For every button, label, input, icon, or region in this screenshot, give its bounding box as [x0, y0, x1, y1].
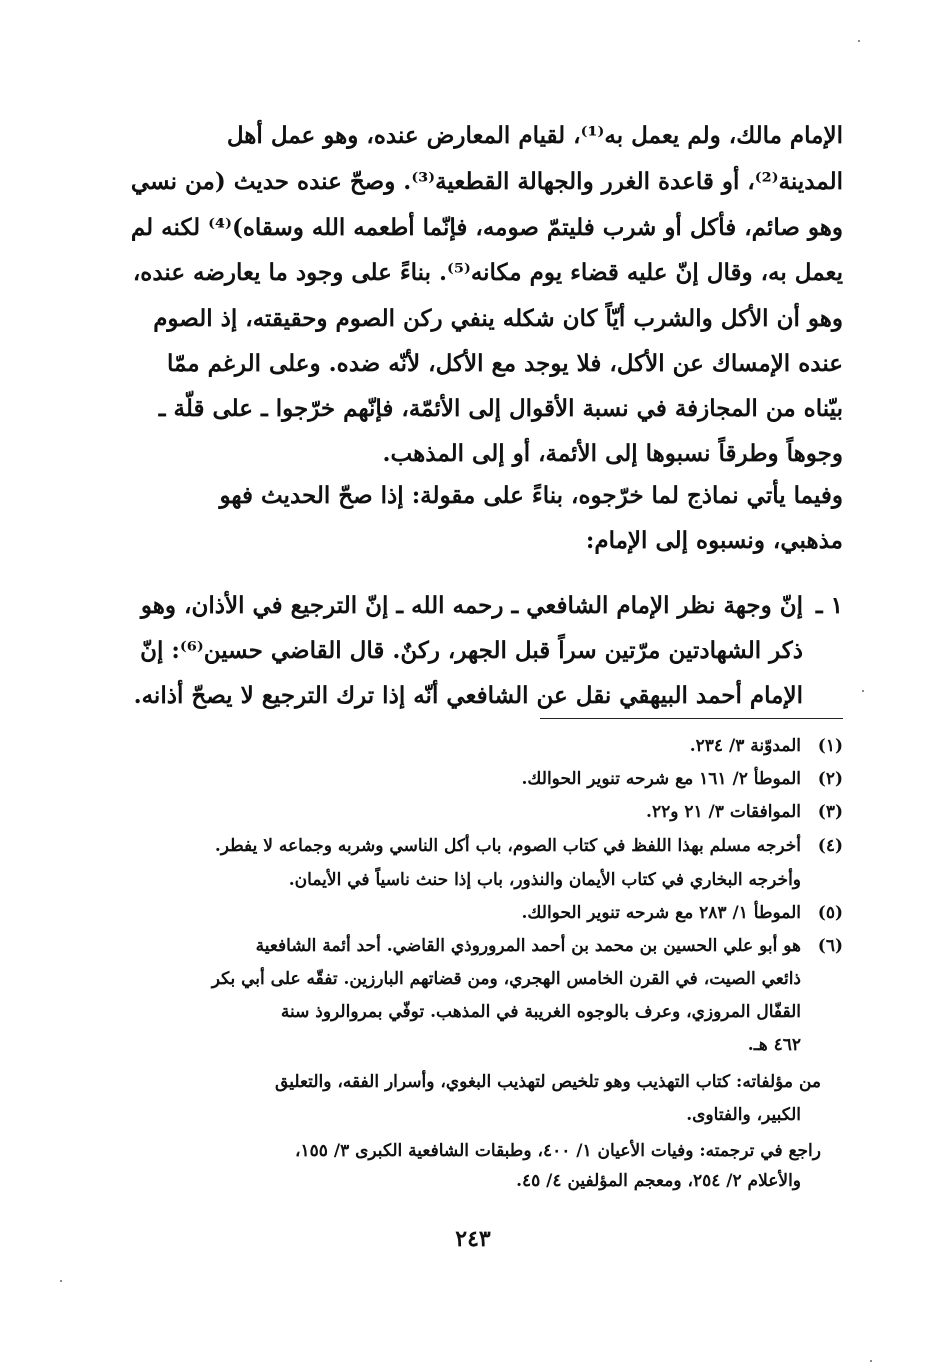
- footnote-number: (٤): [817, 836, 843, 856]
- scan-speck: [60, 1280, 62, 1282]
- intro-line: مذهبي، ونسبوه إلى الإمام:: [585, 527, 843, 554]
- main-paragraph: [120, 112, 843, 512]
- main-line: المدينة⁽²⁾، أو قاعدة الغرر والجهالة القطعية⁽³⁾. وصحّ عنده حديث (من نسي: [130, 168, 843, 195]
- footnote-line: المدوّنة ٣/ ٢٣٤.: [689, 736, 801, 756]
- main-line: وجوهاً وطرقاً نسبوها إلى الأئمة، أو إلى المذهب.: [382, 440, 843, 467]
- item-line: الإمام أحمد البيهقي نقل عن الشافعي أنّه إذا ترك الترجيع لا يصحّ أذانه.: [133, 682, 803, 709]
- main-line: عنده الإمساك عن الأكل، فلا يوجد مع الأكل، لأنّه ضده. وعلى الرغم ممّا: [166, 350, 843, 377]
- footnote-divider: [540, 718, 843, 719]
- footnote-number: (٢): [817, 769, 843, 789]
- footnote-line: أخرجه مسلم بهذا اللفظ في كتاب الصوم، باب أكل الناسي وشربه وجماعه لا يفطر.: [214, 836, 801, 856]
- footnote-number: (٦): [817, 936, 843, 956]
- footnote-line: راجع في ترجمته: وفيات الأعيان ١/ ٤٠٠، وطبقات الشافعية الكبرى ٣/ ١٥٥،: [295, 1141, 821, 1161]
- numbered-item-1: [120, 582, 843, 727]
- footnote-line: الموافقات ٣/ ٢١ و٢٢.: [646, 802, 801, 822]
- footnote-line: والأعلام ٢/ ٢٥٤، ومعجم المؤلفين ٤/ ٤٥.: [516, 1171, 801, 1191]
- scan-speck: [862, 690, 864, 692]
- footnote-line: هو أبو علي الحسين بن محمد بن أحمد المروروذي القاضي. أحد أئمة الشافعية: [255, 936, 801, 956]
- main-line: بيّناه من المجازفة في نسبة الأقوال إلى الأئمّة، فإنّهم خرّجوا ـ على قلّة ـ: [158, 395, 843, 422]
- footnote-number: (٥): [817, 903, 843, 923]
- main-line: يعمل به، وقال إنّ عليه قضاء يوم مكانه⁽⁵⁾. بناءً على وجود ما يعارضه عنده،: [132, 259, 843, 286]
- intro-line: وفيما يأتي نماذج لما خرّجوه، بناءً على مقولة: إذا صحّ الحديث فهو: [219, 482, 843, 509]
- footnote-line: ذائعي الصيت، في القرن الخامس الهجري، ومن قضاتهم البارزين. تفقّه على أبي بكر: [211, 969, 801, 989]
- footnote-line: من مؤلفاته: كتاب التهذيب وهو تلخيص لتهذيب البغوي، وأسرار الفقه، والتعليق: [275, 1072, 821, 1092]
- item-number: ١ ـ: [815, 592, 843, 619]
- intro-paragraph: [120, 472, 843, 572]
- page-number: ٢٤٣: [455, 1226, 491, 1252]
- footnote-line: الموطأ ١/ ٢٨٣ مع شرحه تنوير الحوالك.: [521, 903, 801, 923]
- footnote-number: (٣): [817, 802, 843, 822]
- footnote-line: القفّال المروزي، وعرف بالوجوه الغريبة في المذهب. توفّي بمروالروذ سنة: [280, 1002, 801, 1022]
- item-line: إنّ وجهة نظر الإمام الشافعي ـ رحمه الله ـ إنّ الترجيع في الأذان، وهو: [140, 592, 803, 619]
- item-line: ذكر الشهادتين مرّتين سراً قبل الجهر، ركنٌ. قال القاضي حسين⁽⁶⁾: إنّ: [140, 637, 803, 664]
- footnote-line: وأخرجه البخاري في كتاب الأيمان والنذور، باب إذا حنث ناسياً في الأيمان.: [288, 870, 801, 890]
- scan-speck: [858, 40, 860, 42]
- footnote-line: ٤٦٢ هـ.: [747, 1035, 801, 1055]
- footnote-line: الكبير، والفتاوى.: [686, 1105, 801, 1125]
- footnote-number: (١): [817, 736, 843, 756]
- main-line: وهو أن الأكل والشرب أيّاً كان شكله ينفي ركن الصوم وحقيقته، إذ الصوم: [153, 305, 843, 332]
- footnote-line: الموطأ ٢/ ١٦١ مع شرحه تنوير الحوالك.: [521, 769, 801, 789]
- main-line: الإمام مالك، ولم يعمل به⁽¹⁾، لقيام المعارض عنده، وهو عمل أهل: [226, 122, 843, 149]
- scan-speck: [870, 1360, 872, 1362]
- main-line: وهو صائم، فأكل أو شرب فليتمّ صومه، فإنّما أطعمه الله وسقاه)⁽⁴⁾ لكنه لم: [130, 214, 843, 241]
